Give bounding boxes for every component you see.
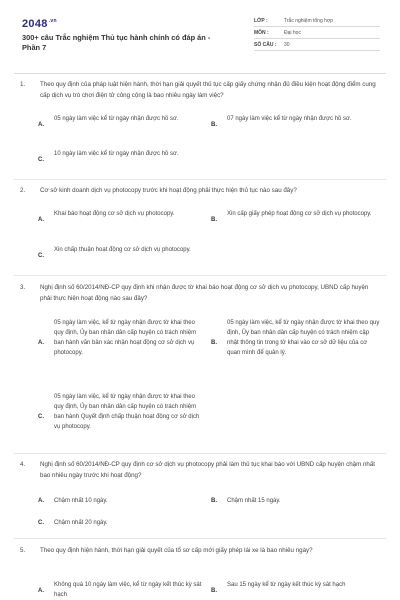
option-letter: A.	[38, 122, 44, 128]
option-letter: C.	[38, 253, 44, 259]
header-divider	[14, 73, 386, 74]
option-letter: C.	[38, 157, 44, 163]
option-letter: B.	[211, 340, 217, 346]
meta-value: 30	[284, 41, 290, 48]
meta-key: LỚP :	[254, 17, 268, 24]
meta-value: Đại học	[284, 29, 301, 36]
meta-key: MÔN :	[254, 29, 269, 36]
option-text: Không quá 10 ngày làm việc, kể từ ngày kết thúc kỳ sát hạch	[54, 582, 202, 598]
option-b[interactable]	[211, 496, 371, 506]
question-divider	[14, 538, 386, 539]
question-number: 1.	[20, 81, 26, 88]
meta-value: Trắc nghiệm tổng hợp	[284, 17, 333, 24]
option-text: 10 ngày làm việc kể từ ngày nhận được hồ sơ.	[54, 151, 179, 157]
question-5	[20, 546, 380, 557]
question-number: 4.	[20, 461, 26, 468]
question-text: Nghị định số 60/2014/NĐ-CP quy định khi nhận được tờ khai báo hoạt động cơ sở dịch vụ photocopy, UBND cấp huyện phải thực hiện hoạt động nào sau đây?	[40, 284, 369, 302]
option-c[interactable]	[38, 518, 198, 528]
meta-row-subject	[254, 27, 380, 39]
question-number: 5.	[20, 547, 26, 554]
option-text: 05 ngày làm việc, kể từ ngày nhận được tờ khai theo quy định, Ủy ban nhân dân cấp huyện có trách nhiệm cập nhật thông tin trong tờ khai vào cơ sở dữ liệu của cơ quan mình để quản lý.	[227, 320, 380, 356]
question-divider	[14, 275, 386, 276]
site-logo[interactable]	[22, 18, 57, 30]
option-b[interactable]	[211, 580, 376, 594]
option-a[interactable]	[38, 580, 203, 600]
option-c[interactable]	[38, 149, 198, 163]
question-2	[20, 186, 380, 197]
meta-row-class	[254, 15, 380, 27]
option-c[interactable]	[38, 245, 198, 259]
option-c[interactable]	[38, 392, 206, 432]
option-text: 05 ngày làm việc, kể từ ngày nhận được tờ khai theo quy định, Ủy ban nhân dân cấp huyện có trách nhiệm ban hành văn bản xác nhận hoạt động cơ sở dịch vụ photocopy.	[54, 320, 197, 356]
logo-suffix: .vn	[48, 18, 57, 24]
option-a[interactable]	[38, 318, 206, 358]
option-text: Xin chấp thuận hoạt động cơ sở dịch vụ photocopy.	[54, 247, 191, 253]
question-divider	[14, 179, 386, 180]
question-text: Theo quy định hiện hành, thời hạn giải quyết của tổ sơ cấp mới giấy phép lái xe là bao nhiêu ngày?	[40, 547, 313, 554]
option-text: 05 ngày làm việc kể từ ngày nhận được hồ sơ.	[54, 116, 179, 122]
question-text: Theo quy định của pháp luật hiện hành, thời hạn giải quyết thủ tục cấp giấy chứng nhận đủ điều kiện hoạt động điểm cung cấp dịch vụ trò chơi điện tử công cộng là bao nhiêu ngày làm việc?	[40, 81, 376, 99]
option-letter: B.	[211, 122, 217, 128]
option-text: Khai báo hoạt động cơ sở dịch vụ photocopy.	[54, 211, 175, 217]
option-letter: B.	[211, 498, 217, 504]
option-b[interactable]	[211, 114, 371, 128]
option-letter: B.	[211, 217, 217, 223]
option-text: Chậm nhất 10 ngày.	[54, 498, 108, 504]
question-number: 3.	[20, 284, 26, 291]
option-letter: B.	[211, 588, 217, 594]
question-text: Cơ sở kinh doanh dịch vụ photocopy trước khi hoạt động phải thực hiện thủ tục nào sau đây?	[40, 187, 297, 194]
option-text: Chậm nhất 20 ngày.	[54, 520, 108, 526]
option-text: Xin cấp giấy phép hoạt động cơ sở dịch vụ photocopy.	[227, 211, 372, 217]
option-a[interactable]	[38, 496, 198, 506]
question-number: 2.	[20, 187, 26, 194]
option-b[interactable]	[211, 318, 381, 358]
option-text: Sau 15 ngày kể từ ngày kết thúc kỳ sát hạch	[227, 582, 346, 588]
document-meta-table	[254, 15, 380, 51]
option-letter: C.	[38, 520, 44, 526]
option-text: 05 ngày làm việc, kể từ ngày nhận được tờ khai theo quy định, Ủy ban nhân dân cấp huyện có trách nhiệm ban hành Quyết định chấp thuận hoạt động cơ sở dịch vụ photocopy.	[54, 394, 200, 430]
question-3	[20, 283, 380, 304]
meta-key: SỐ CÂU :	[254, 41, 277, 48]
question-divider	[14, 453, 386, 454]
option-letter: A.	[38, 217, 44, 223]
question-1	[20, 80, 380, 101]
option-a[interactable]	[38, 209, 198, 223]
meta-row-count	[254, 39, 380, 51]
question-4	[20, 460, 380, 481]
option-a[interactable]	[38, 114, 198, 128]
question-text: Nghị định số 60/2014/NĐ-CP quy định cơ sở dịch vụ photocopy phải làm thủ tục khai báo với UBND cấp huyện chậm nhất bao nhiêu ngày trước khi hoạt động?	[40, 461, 376, 479]
option-b[interactable]	[211, 209, 381, 223]
option-letter: C.	[38, 414, 44, 420]
logo-main: 2048	[22, 18, 48, 30]
option-letter: A.	[38, 340, 44, 346]
document-title: 300+ câu Trắc nghiệm Thủ tục hành chính có đáp án - Phần 7	[22, 33, 211, 52]
option-text: 07 ngày làm việc kể từ ngày nhận được hồ sơ.	[227, 116, 352, 122]
option-text: Chậm nhất 15 ngày.	[227, 498, 281, 504]
option-letter: A.	[38, 498, 44, 504]
option-letter: A.	[38, 588, 44, 594]
